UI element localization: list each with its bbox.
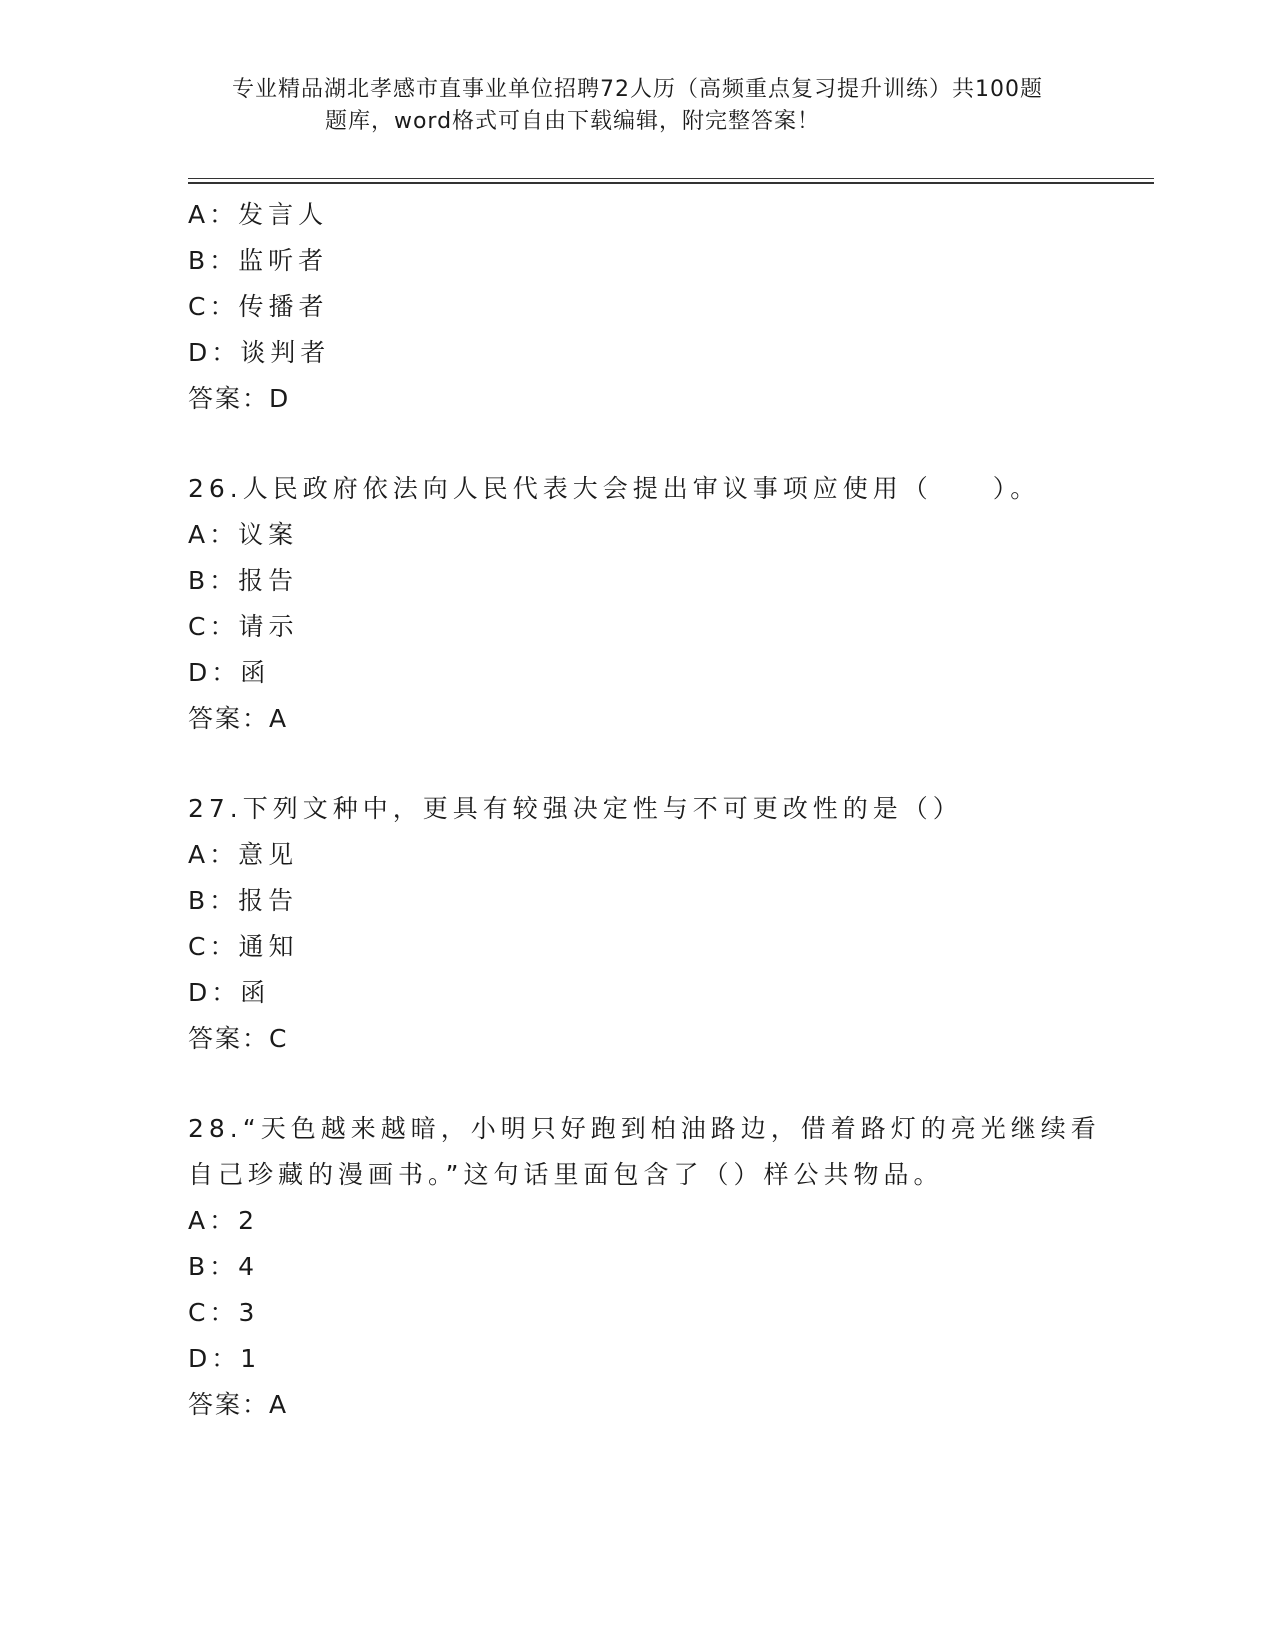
- question-26: [188, 466, 1088, 742]
- option-b: B：4: [188, 1252, 260, 1281]
- header-line-1: 专业精品湖北孝感市直事业单位招聘72人历（高频重点复习提升训练）共100题: [232, 77, 1043, 102]
- option-d: D：函: [188, 658, 271, 687]
- option-d: D：谈判者: [188, 338, 331, 367]
- question-stem: 26.人民政府依法向人民代表大会提出审议事项应使用（ ）。: [188, 474, 1041, 503]
- option-c: C：传播者: [188, 292, 329, 321]
- answer-line: 答案：A: [188, 704, 289, 733]
- question-block-25-tail: [188, 192, 1088, 422]
- option-a: A：发言人: [188, 200, 329, 229]
- answer-line: 答案：A: [188, 1390, 289, 1419]
- question-stem-line-2: 自己珍藏的漫画书。”这句话里面包含了（）样公共物品。: [188, 1160, 944, 1189]
- option-c: C：3: [188, 1298, 260, 1327]
- option-c: C：通知: [188, 932, 299, 961]
- question-stem-line-1: 28.“天色越来越暗，小明只好跑到柏油路边，借着路灯的亮光继续看: [188, 1114, 1101, 1143]
- question-list: [188, 192, 1101, 1428]
- question-27: [188, 786, 1088, 1062]
- option-b: B：报告: [188, 566, 299, 595]
- option-a: A：意见: [188, 840, 299, 869]
- answer-line: 答案：C: [188, 1024, 289, 1053]
- question-stem: 27.下列文种中，更具有较强决定性与不可更改性的是（）: [188, 794, 963, 823]
- option-a: A：议案: [188, 520, 299, 549]
- header-divider-thin: [188, 178, 1154, 179]
- answer-value: A: [269, 1390, 289, 1419]
- page-header: [0, 74, 1275, 138]
- header-line-2: 题库，word格式可自由下载编辑，附完整答案！: [324, 109, 821, 134]
- answer-line: 答案：D: [188, 384, 291, 413]
- option-d: D：函: [188, 978, 271, 1007]
- answer-value: C: [269, 1024, 289, 1053]
- question-28: [188, 1106, 1101, 1428]
- option-d: D：1: [188, 1344, 262, 1373]
- header-divider-thick: [188, 182, 1154, 184]
- option-b: B：报告: [188, 886, 299, 915]
- option-c: C：请示: [188, 612, 299, 641]
- answer-value: A: [269, 704, 289, 733]
- option-a: A：2: [188, 1206, 260, 1235]
- answer-value: D: [269, 384, 291, 413]
- option-b: B：监听者: [188, 246, 329, 275]
